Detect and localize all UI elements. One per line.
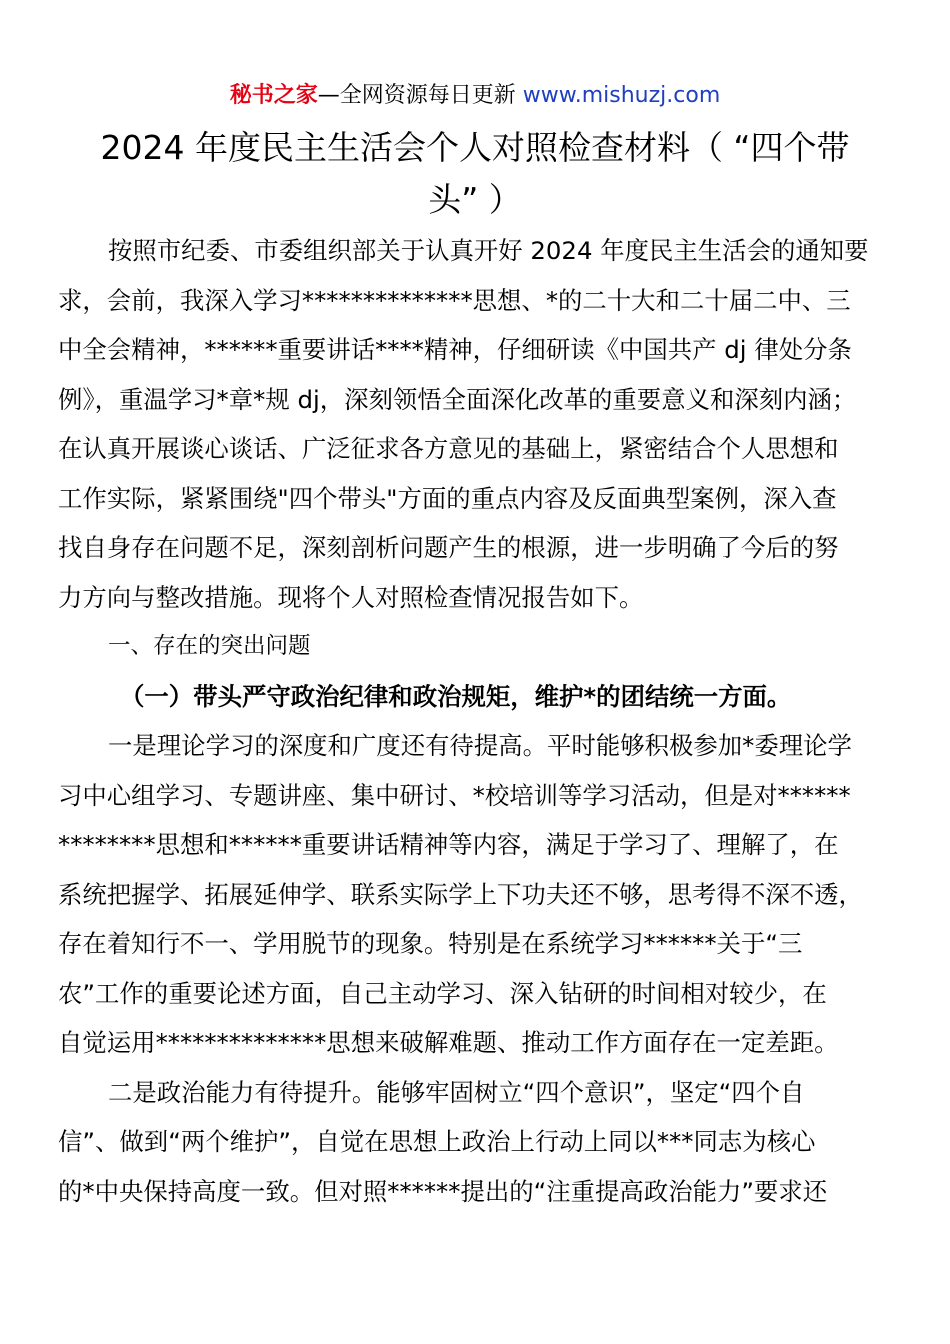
site-tagline: —全网资源每日更新: [317, 83, 523, 108]
text-line: 工作实际，紧紧围绕"四个带头"方面的重点内容及反面典型案例，深入查: [58, 483, 837, 513]
title-line: 2024 年度民主生活会个人对照检查材料（ “四个带: [100, 128, 850, 167]
text-line: 农”工作的重要论述方面，自己主动学习、深入钻研的时间相对较少，在: [58, 978, 827, 1008]
text-line: 的*中央保持高度一致。但对照******提出的“注重提高政治能力”要求还: [58, 1176, 828, 1206]
text-line: 系统把握学、拓展延伸学、联系实际学上下功夫还不够，思考得不深不透，: [58, 879, 863, 909]
paragraph-political-ability: [58, 1068, 894, 1217]
document-body: [58, 226, 894, 1216]
text-line: 中全会精神，******重要讲话****精神，仔细研读《中国共产 dj 律处分条: [58, 335, 852, 364]
text-line: 自觉运用**************思想来破解难题、推动工作方面存在一定差距。: [58, 1028, 839, 1057]
text-line: 求，会前，我深入学习**************思想、*的二十大和二十届二中、三: [58, 285, 851, 315]
document-title: [60, 122, 890, 226]
text-line: 找自身存在问题不足，深刻剖析问题产生的根源，进一步明确了今后的努: [58, 533, 839, 562]
text-line: 二是政治能力有待提升。能够牢固树立“四个意识”，坚定“四个自: [108, 1077, 805, 1107]
site-header: [0, 80, 950, 112]
text-line: 信”、做到“两个维护”，自觉在思想上政治上行动上同以***同志为核心: [58, 1127, 816, 1156]
text-line: 在认真开展谈心谈话、广泛征求各方意见的基础上，紧密结合个人思想和: [58, 434, 839, 463]
text-line: 习中心组学习、专题讲座、集中研讨、*校培训等学习活动，但是对******: [58, 780, 851, 810]
subsection-heading: （一）带头严守政治纪律和政治规矩，维护*的团结统一方面。: [120, 681, 792, 711]
text-line: 例》，重温学习*章*规 dj，深刻领悟全面深化改革的重要意义和深刻内涵；: [58, 384, 857, 414]
text-line: 按照市纪委、市委组织部关于认真开好 2024 年度民主生活会的通知要: [108, 236, 869, 265]
title-line: 头” ）: [428, 180, 522, 219]
intro-paragraph: [58, 226, 894, 622]
text-line: 存在着知行不一、学用脱节的现象。特别是在系统学习******关于“三: [58, 929, 803, 958]
site-url-link[interactable]: www.mishuzj.com: [522, 83, 721, 108]
text-line: 力方向与整改措施。现将个人对照检查情况报告如下。: [58, 582, 644, 612]
text-line: ********思想和******重要讲话精神等内容，满足于学习了、理解了，在: [58, 830, 839, 859]
section-heading: 一、存在的突出问题: [108, 633, 311, 659]
text-line: 一是理论学习的深度和广度还有待提高。平时能够积极参加*委理论学: [108, 731, 852, 760]
site-brand: 秘书之家: [229, 83, 318, 108]
paragraph-theory-study: [58, 721, 894, 1068]
